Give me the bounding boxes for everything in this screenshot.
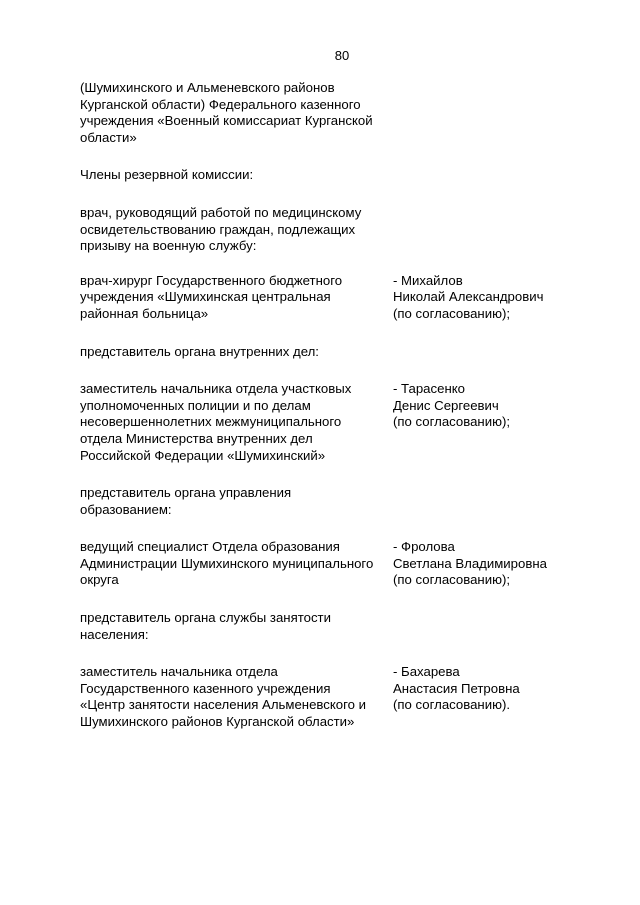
member-name: - Фролова Светлана Владимировна (по согласованию); bbox=[393, 539, 547, 588]
member-name: - Бахарева Анастасия Петровна (по согласованию). bbox=[393, 664, 520, 713]
section-heading-employment: представитель органа службы занятости населения: bbox=[80, 610, 331, 642]
section-heading-education: представитель органа управления образованием: bbox=[80, 485, 292, 517]
page-number: 80 bbox=[334, 48, 350, 63]
member-entry-doctor bbox=[80, 273, 580, 323]
member-entry-education bbox=[80, 539, 580, 589]
member-position: ведущий специалист Отдела образования Администрации Шумихинского муниципального округа bbox=[80, 539, 374, 588]
member-position: заместитель начальника отдела участковых уполномоченных полиции и по делам несовершеннолетних межмуниципального отдела Министерства внутренних дел Российской Федерации «Шумихинский» bbox=[80, 381, 352, 463]
member-position: врач-хирург Государственного бюджетного учреждения «Шумихинская центральная районная больница» bbox=[80, 272, 343, 321]
member-name: - Тарасенко Денис Сергеевич (по согласованию); bbox=[393, 381, 511, 430]
member-name: - Михайлов Николай Александрович (по согласованию); bbox=[393, 272, 544, 321]
member-entry-police bbox=[80, 381, 580, 464]
members-heading: Члены резервной комиссии: bbox=[80, 167, 254, 183]
document-body bbox=[80, 80, 580, 731]
member-position: заместитель начальника отдела Государственного казенного учреждения «Центр занятости населения Альменевского и Шумихинского районов Курганской области» bbox=[80, 664, 366, 730]
section-heading-internal-affairs: представитель органа внутренних дел: bbox=[80, 343, 319, 359]
doctor-heading: врач, руководящий работой по медицинскому освидетельствованию граждан, подлежащих призыву на военную службу: bbox=[80, 204, 362, 254]
member-entry-employment bbox=[80, 664, 580, 730]
intro-paragraph: (Шумихинского и Альменевского районов Курганской области) Федерального казенного учреждения «Военный комиссариат Курганской области» bbox=[80, 80, 373, 145]
